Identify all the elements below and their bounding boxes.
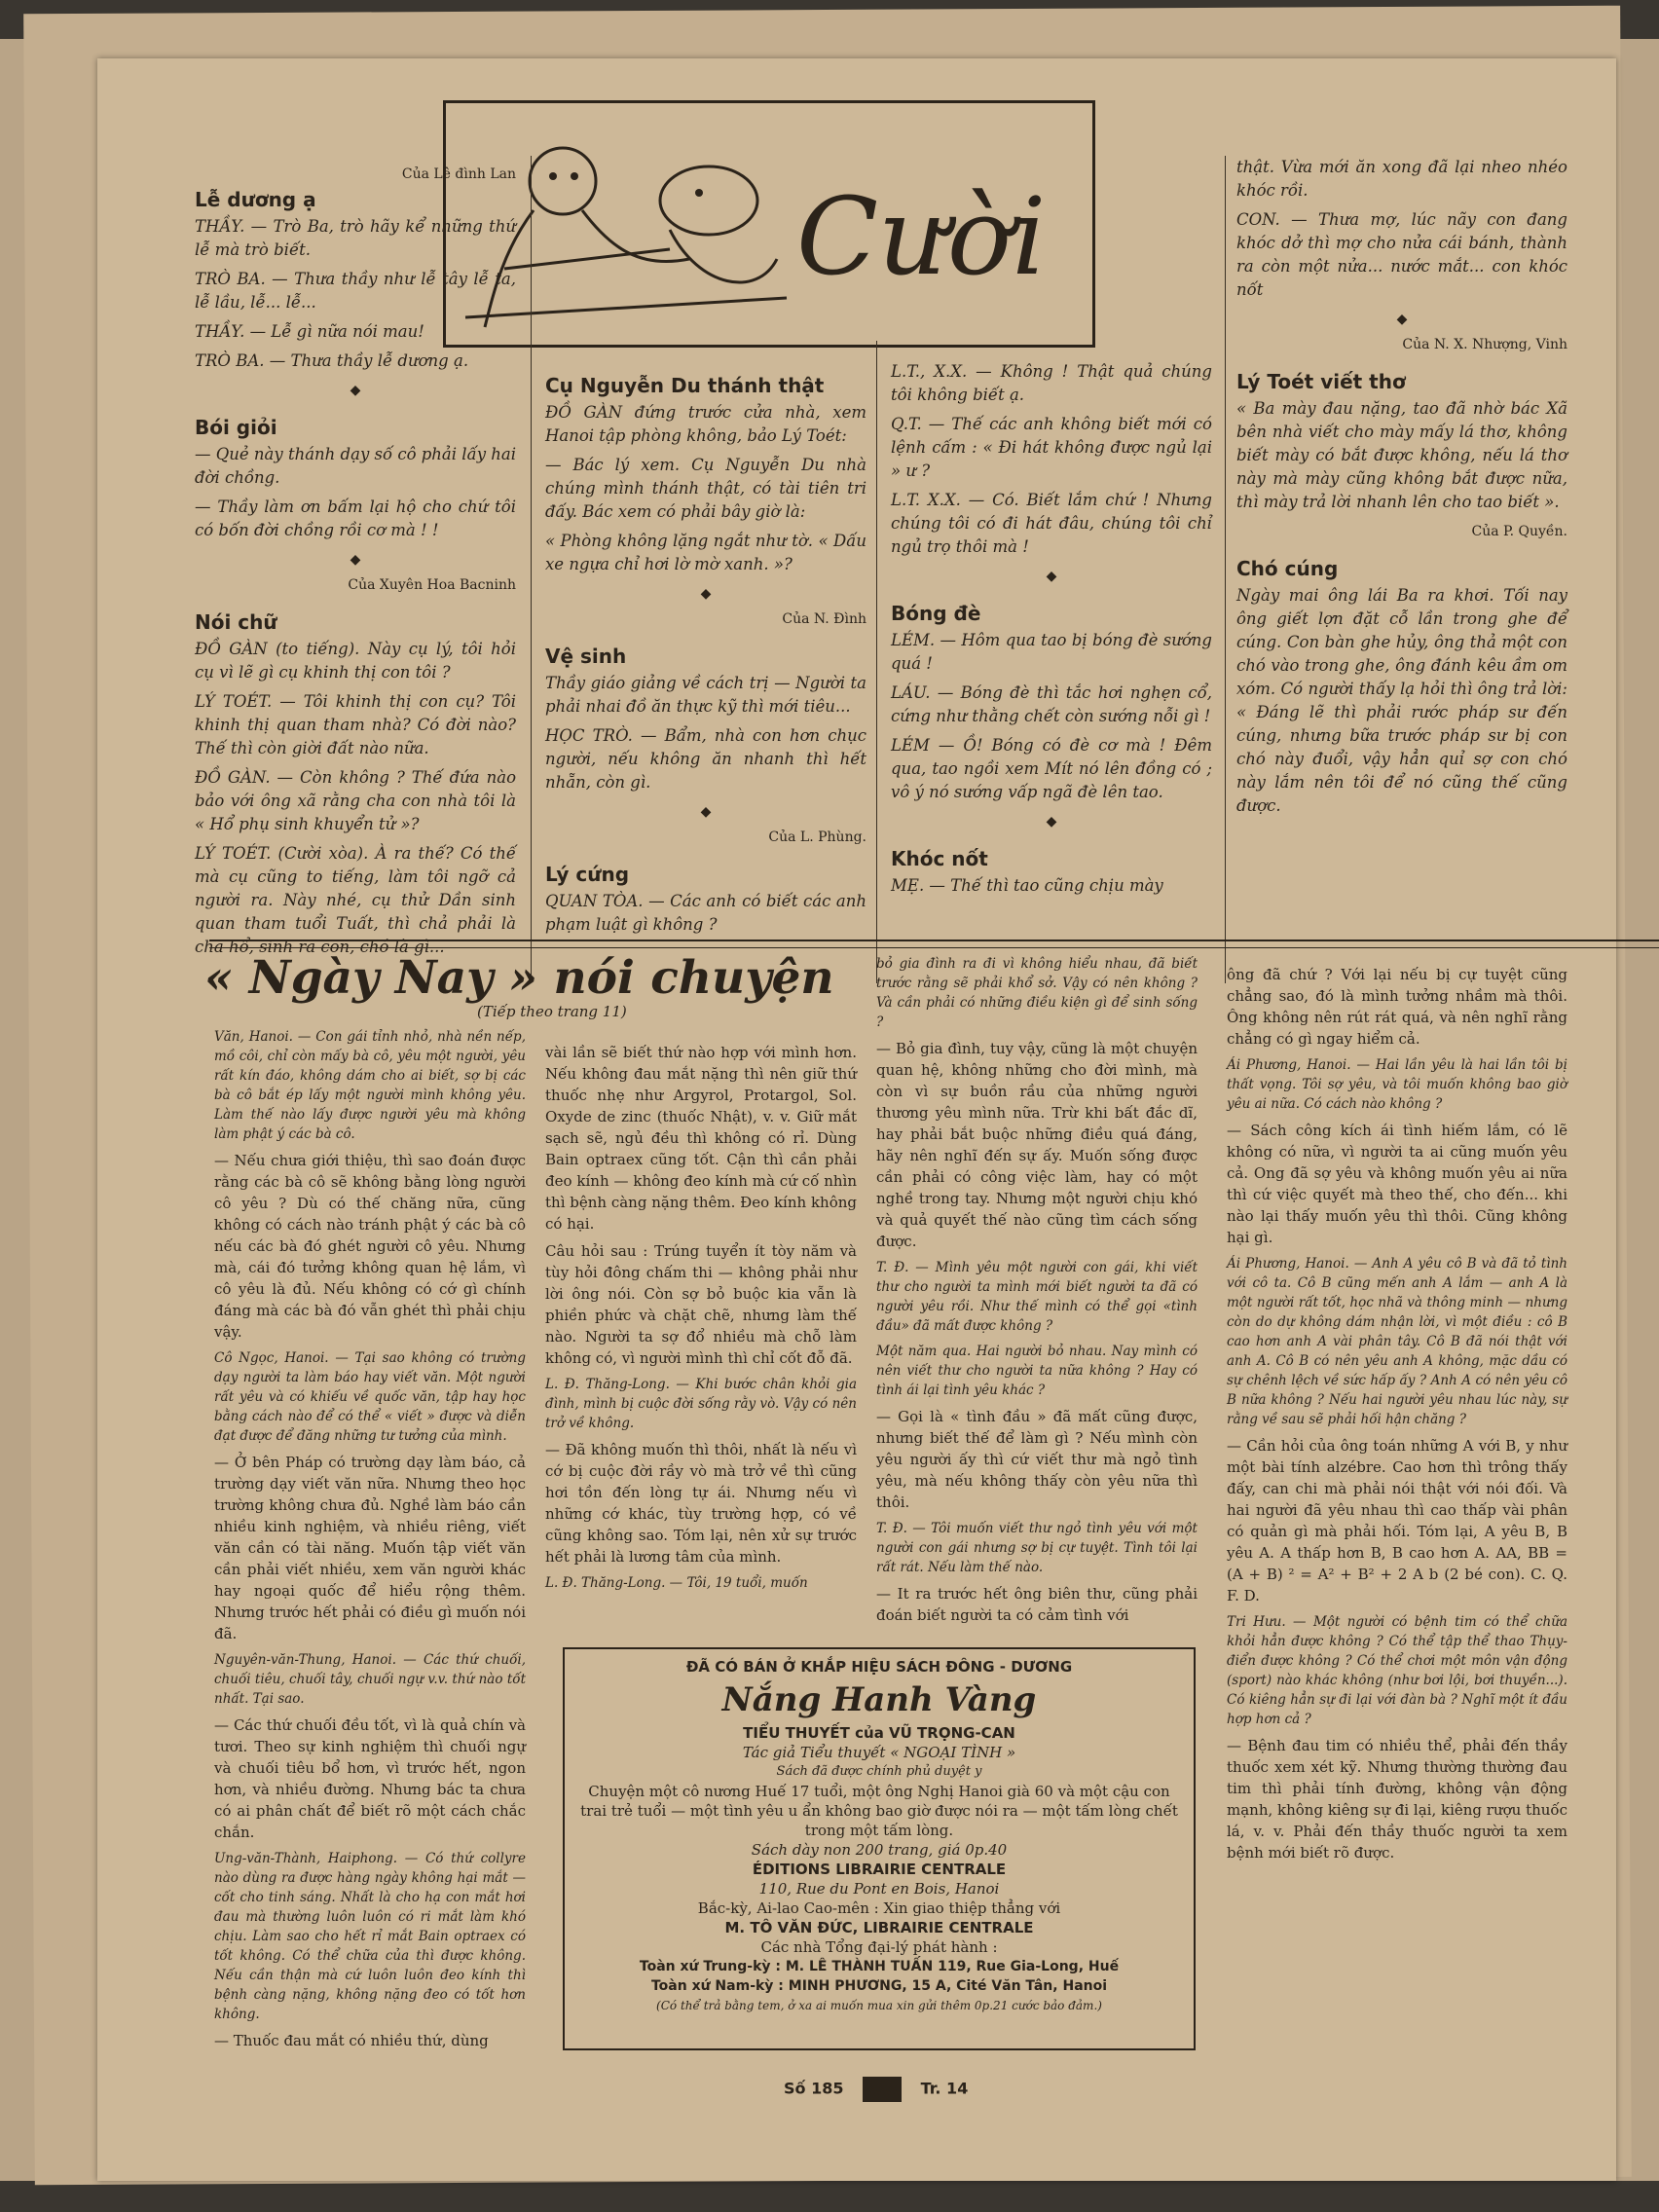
article-column-1 <box>214 1027 526 2057</box>
heading: Bóng đè <box>891 602 981 625</box>
paragraph: MẸ. — Thế thì tao cũng chịu mày <box>891 876 1163 895</box>
question: Ái Phương, Hanoi. — Anh A yêu cô B và đã tỏ tình với cô ta. Cô B cũng mến anh A lắm — anh A là một người rất tốt, học nhã và thông minh — nhưng còn do dự không dám nhận lời, vì một điều : cô B cao hơn anh A vài phân tây. Cô B đã nói thật với anh A. Cô B có nên yêu anh A không, mặc dầu có sự chênh lệch về sức hấp ấy ? Anh A có nên yêu cô B nữa không ? Nếu hai người yêu nhau lúc này, sự rằng về sau sẽ phải hối hận chăng ? <box>1227 1256 1567 1427</box>
section-rule <box>209 940 1659 948</box>
diamond-separator: ◆ <box>1046 814 1057 830</box>
byline: Của Lê đình Lan <box>401 166 516 182</box>
paragraph: LÝ TOÉT. (Cười xòa). À ra thế? Có thế mà cụ cũng to tiếng, làm tôi ngỡ cả người ra. Này nhé, cụ thử Dần sinh quan tham tuổi Tuất, thì chả phải là cha hổ, sinh ra con, chó là gì... <box>195 844 516 956</box>
paragraph: L.T., X.X. — Không ! Thật quả chúng tôi không biết ạ. <box>891 362 1212 404</box>
diamond-separator: ◆ <box>350 552 361 568</box>
paragraph: « Ba mày đau nặng, tao đã nhờ bác Xã bên nhà viết cho mày mấy lá thơ, không biết mày có bắt được không, nếu lá thơ này mà mày cũng không bắt được nữa, thì mày trả lời nhanh lên cho tao biết ». <box>1236 399 1567 511</box>
paragraph: QUAN TÒA. — Các anh có biết các anh phạm luật gì không ? <box>545 892 866 934</box>
caricature-illustration <box>446 103 1092 345</box>
diamond-separator: ◆ <box>700 804 712 820</box>
ad-line: Tác giả Tiểu thuyết « NGOẠI TÌNH » <box>742 1744 1016 1761</box>
paragraph: — Quẻ này thánh dạy số cô phải lấy hai đời chồng. <box>195 445 516 487</box>
paragraph: Ngày mai ông lái Ba ra khơi. Tối nay ông giết lợn đặt cỗ lần trong ghe để cúng. Con bàn ghe hủy, ông thả một con chó vào trong ghe, ông đánh kêu ầm om xóm. Có người thấy lạ hỏi thì ông trả lời: « Đáng lẽ thì phải rước pháp sư đến cúng, nhưng bữa trước pháp sư bị con chó này đuổi, vậy hẳn quỉ sợ con chó này lắm nên tôi để nó cũng thế cũng được. <box>1236 586 1567 815</box>
page-number: Tr. 14 <box>920 2079 969 2098</box>
paragraph: Thầy giáo giảng về cách trị — Người ta phải nhai đồ ăn thực kỹ thì mới tiêu... <box>545 674 866 716</box>
paragraph: — Bác lý xem. Cụ Nguyễn Du nhà chúng mình thánh thật, có tài tiên tri đấy. Bác xem có phải bây giờ là: <box>545 456 866 521</box>
paragraph: HỌC TRÒ. — Bẩm, nhà con hơn chục người, nếu không ăn nhanh thì hết nhẵn, còn gì. <box>545 726 866 792</box>
cuoi-banner <box>443 100 1095 348</box>
heading: Lễ dương ạ <box>195 188 316 211</box>
paragraph: LÝ TOÉT. — Tôi khinh thị con cụ? Tôi khinh thị quan tham nhà? Có đời nào? Thế thì còn giời đất nào nữa. <box>195 692 516 757</box>
paragraph: LÁU. — Bóng đè thì tắc hơi nghẹn cổ, cứng như thằng chết còn sướng nỗi gì ! <box>891 683 1212 725</box>
answer: — Gọi là « tình đầu » đã mất cũng được, nhưng biết thế để làm gì ? Nếu mình còn yêu người ấy thì cứ viết thư mà ngỏ tình yêu, mà nếu không thấy còn yêu nữa thì thôi. <box>876 1408 1198 1511</box>
byline: Của L. Phùng. <box>768 830 866 845</box>
newspaper-page <box>97 58 1616 2181</box>
answer: — Sách công kích ái tình hiếm lắm, có lẽ không có nữa, vì người ta ai cũng muốn yêu cả. Ong đã sợ yêu và không muốn yêu ai nữa thì cứ việc quyết mà theo thế, cho đến... khi nào lại thấy muốn yêu thì thôi. Cũng không hại gì. <box>1227 1122 1567 1246</box>
question: Một năm qua. Hai người bỏ nhau. Nay mình có nên viết thư cho người ta nữa không ? Hay có tình ái lại tình yêu khác ? <box>876 1344 1198 1398</box>
question: T. Đ. — Mình yêu một người con gái, khi viết thư cho người ta mình mới biết người ta đã có người yêu rồi. Như thế mình có thể gọi «tình đầu» đã mất được không ? <box>876 1260 1198 1334</box>
answer: — Nếu chưa giới thiệu, thì sao đoán được rằng các bà cô sẽ không bằng lòng người cô yêu ? Dù có thế chăng nữa, cũng không có cách nào tránh phật ý các bà cô nếu các bà đó ghét người cô yêu. Nhưng mà, cái đó tưởng không quan hệ lắm, vì cô yêu là đủ. Nếu không có cớ gì chính đáng mà các bà đó vẫn ghét thì phải chịu vậy. <box>214 1152 526 1341</box>
heading: Khóc nốt <box>891 847 988 870</box>
answer: — Các thứ chuối đều tốt, vì là quả chín và tươi. Theo sự kinh nghiệm thì chuối ngự và chuối tiêu bổ hơn, vì trước hết, ngon hơn, và nhiều đường. Nhưng bác ta chưa có ai phân chất để biết rõ một cách chắc chắn. <box>214 1716 526 1841</box>
byline: Của P. Quyền. <box>1471 524 1567 539</box>
ad-line: 110, Rue du Pont en Bois, Hanoi <box>758 1880 1000 1898</box>
diamond-separator: ◆ <box>1046 569 1057 584</box>
answer: ông đã chứ ? Với lại nếu bị cự tuyệt cũng chẳng sao, đó là mình tưởng nhầm mà thôi. Ông không nên rút rát quá, và nên nghĩ rằng chẳng có gì ngay hiểm cả. <box>1227 966 1567 1048</box>
article-column-3 <box>876 954 1198 1632</box>
answer: vài lần sẽ biết thứ nào hợp với mình hơn. Nếu không đau mắt nặng thì nên giữ thứ thuốc nhẹ như Argyrol, Protargol, Sol. Oxyde de zinc (thuốc Nhật), v. v. Giữ mắt sạch sẽ, ngủ đều thì không có rỉ. Dùng Bain optraex cũng tốt. Cận thì cần phải đeo kính — không đeo kính mà cứ cố nhìn thì bệnh càng nặng thêm. Đeo kính không có hại. <box>545 1044 857 1233</box>
question: T. Đ. — Tôi muốn viết thư ngỏ tình yêu với một người con gái nhưng sợ bị cự tuyệt. Tình tôi lại rất rát. Nếu làm thế nào. <box>876 1521 1198 1575</box>
issue-number: Số 185 <box>784 2079 844 2098</box>
diamond-separator: ◆ <box>700 586 712 602</box>
ad-line: M. TÔ VĂN ĐỨC, LIBRAIRIE CENTRALE <box>724 1919 1034 1936</box>
answer: — Đã không muốn thì thôi, nhất là nếu vì cớ bị cuộc đời rầy vò mà trở về thì cũng hơi tồn đến lòng tự ái. Nhưng nếu vì những cớ khác, tùy trường hợp, có về cũng không sao. Tóm lại, nên xử sự trước hết phải là lương tâm của mình. <box>545 1441 857 1566</box>
top-column-3 <box>891 360 1212 903</box>
byline: Của N. Đình <box>782 611 866 627</box>
ad-line: Toàn xứ Nam-kỳ : MINH PHƯƠNG, 15 A, Cité Văn Tân, Hanoi <box>650 1978 1108 1994</box>
ad-line: Các nhà Tổng đại-lý phát hành : <box>760 1938 998 1956</box>
ad-line: Toàn xứ Trung-kỳ : M. LÊ THÀNH TUẤN 119, Rue Gia-Long, Huế <box>639 1959 1120 1974</box>
top-column-4 <box>1236 156 1567 824</box>
paragraph: Q.T. — Thế các anh không biết mới có lệnh cấm : « Đi hát không được ngủ lại » ư ? <box>891 415 1212 480</box>
question: L. Đ. Thăng-Long. — Tôi, 19 tuổi, muốn <box>545 1575 808 1591</box>
answer: — Cần hỏi của ông toán những A với B, y như một bài tính alzébre. Cao hơn thì trông thấy đấy, can chi mà phải nói thật với nói đối. Và hai người đã yêu nhau thì cao thấp vài phân có quản gì mà phải hối. Tóm lại, A yêu B, B yêu A. A thấp hơn B, B cao hơn A. AA, BB = (A + B) ² = A² + B² + 2 A b (2 bé con). C. Q. F. D. <box>1227 1437 1567 1604</box>
paragraph: CON. — Thưa mợ, lúc nãy con đang khóc dở thì mợ cho nửa cái bánh, thành ra còn một nửa... nước mắt... con khóc nốt <box>1236 210 1567 299</box>
question: Văn, Hanoi. — Con gái tỉnh nhỏ, nhà nền nếp, mồ côi, chỉ còn mấy bà cô, yêu một người, yêu rất kín đáo, không dám cho ai biết, sợ bị các bà cô bắt ép lấy một người mình không yêu. Làm thế nào lấy được người yêu mà không làm phật ý các bà cô. <box>214 1029 526 1142</box>
heading: Chó cúng <box>1236 557 1339 580</box>
paragraph: ĐỒ GÀN (to tiếng). Này cụ lý, tôi hỏi cụ vì lẽ gì cụ khinh thị con tôi ? <box>195 640 516 682</box>
question: Ung-văn-Thành, Haiphong. — Có thứ collyre nào dùng ra được hàng ngày không hại mắt — cốt cho tinh sáng. Nhất là cho hạ con mắt hơi đau mà thường luôn luôn có ri mắt làm khó chịu. Làm sao cho hết rỉ mắt Bain optraex có tốt không. Có thể chữa của thì được không. Nếu cần thận mà cứ luôn luôn đeo kính thì bệnh càng nặng, không nặng đeo có tốt hơn không. <box>214 1851 526 2022</box>
question: bỏ gia đình ra đi vì không hiểu nhau, đã biết trước rằng sẽ phải khổ sở. Vậy có nên không ? Và cần phải có những điều kiện gì để sinh sống ? <box>876 956 1198 1030</box>
paragraph: thật. Vừa mới ăn xong đã lại nheo nhéo khóc rồi. <box>1236 158 1567 200</box>
article-subtitle: (Tiếp theo trang 11) <box>477 1003 627 1020</box>
heading: Vệ sinh <box>545 645 627 668</box>
heading: Lý Toét viết thơ <box>1236 370 1406 393</box>
answer: — Ở bên Pháp có trường dạy làm báo, cả trường dạy viết văn nữa. Nhưng theo học trường không chưa đủ. Nghề làm báo cần nhiều kinh nghiệm, và nhiều riêng, viết văn cần có tài năng. Muốn tập viết văn cần phải viết nhiều, xem văn người khác hay ngoại quốc để hiểu rộng thêm. Nhưng trước hết phải có điều gì muốn nói đã. <box>214 1454 526 1642</box>
ad-line: (Có thể trả bằng tem, ở xa ai muốn mua xin gửi thêm 0p.21 cước bảo đảm.) <box>656 1999 1102 2012</box>
paragraph: ĐỒ GÀN. — Còn không ? Thế đứa nào bảo với ông xã rằng cha con nhà tôi là « Hổ phụ sinh khuyển tử »? <box>195 768 516 833</box>
question: Nguyên-văn-Thung, Hanoi. — Các thứ chuối, chuối tiêu, chuối tây, chuối ngự v.v. thứ nào tốt nhất. Tại sao. <box>214 1652 526 1707</box>
column-divider <box>1225 156 1226 983</box>
question: Cô Ngọc, Hanoi. — Tại sao không có trường dạy người ta làm báo hay viết văn. Một người rất yêu và có khiếu về quốc văn, tập hay học bằng cách nào để có thể « viết » được và diễn đạt được để đăng những tư tưởng của mình. <box>214 1350 526 1444</box>
ad-line: Bắc-kỳ, Ai-lao Cao-mên : Xin giao thiệp thẳng với <box>697 1899 1061 1917</box>
ad-line: TIỂU THUYẾT của VŨ TRỌNG-CAN <box>743 1724 1015 1742</box>
paragraph: THẦY. — Trò Ba, trò hãy kể những thứ lễ mà trò biết. <box>195 217 516 259</box>
answer: Câu hỏi sau : Trúng tuyển ít tòy năm và tùy hỏi đông chấm thi — không phải như lời ông nói. Còn sợ bỏ buộc kia vẫn là phiền phức và chặt chẽ, nhưng làm thế nào. Người ta sợ đổ nhiều mà chỗ làm không có, vì người mình thì chỉ cốt đỗ đã. <box>545 1242 857 1367</box>
ad-title: Nắng Hanh Vàng <box>721 1680 1037 1719</box>
paragraph: ĐỒ GÀN đứng trước cửa nhà, xem Hanoi tập phòng không, bảo Lý Toét: <box>545 403 866 445</box>
paragraph: — Thầy làm ơn bấm lại hộ cho chứ tôi có bốn đời chồng rồi cơ mà ! ! <box>195 498 516 539</box>
question: Ái Phương, Hanoi. — Hai lần yêu là hai lần tôi bị thất vọng. Tôi sợ yêu, và tôi muốn không bao giờ yêu ai nữa. Có cách nào không ? <box>1227 1057 1567 1112</box>
paragraph: « Phòng không lặng ngắt như tờ. « Dấu xe ngựa chỉ hơi lờ mờ xanh. »? <box>545 532 866 573</box>
paragraph: THẦY. — Lễ gì nữa nói mau! <box>195 322 424 341</box>
column-divider <box>531 156 532 983</box>
ad-line: Chuyện một cô nương Huế 17 tuổi, một ông Nghị Hanoi già 60 và một cậu con trai trẻ tuổi — một tình yêu u ẩn không bao giờ được nói ra — một tấm lòng chết trong một tấm lòng. <box>580 1783 1178 1839</box>
top-column-2 <box>545 360 866 942</box>
ad-line: ÉDITIONS LIBRAIRIE CENTRALE <box>752 1861 1007 1878</box>
answer: — Bệnh đau tim có nhiều thể, phải đến thầy thuốc xem xét kỹ. Nhưng thường thường đau tim thì phải tính đường, không vận động mạnh, không kiêng sự đi lại, kiêng rượu thuốc lá, v. v. Phải đến thầy thuốc người ta xem bệnh mới biết rõ được. <box>1227 1737 1568 1862</box>
answer: — Bỏ gia đình, tuy vậy, cũng là một chuyện quan hệ, không những cho đời mình, mà còn vì sự buồn rầu của những người thương yêu mình nữa. Trừ khi bất đắc dĩ, hay phải bắt buộc những điều quá đáng, hãy nên nghĩ đến sự ấy. Muốn sống được cần phải có công việc làm, hay có một nghề trong tay. Nhưng một người chịu khó và quả quyết thế nào cũng tìm cách sống được. <box>876 1040 1198 1250</box>
diamond-separator: ◆ <box>350 383 361 398</box>
article-title: « Ngày Nay » nói chuyện <box>204 951 834 1005</box>
ngay-nay-logo <box>863 2077 902 2102</box>
heading: Nói chữ <box>195 610 277 634</box>
byline: Của Xuyên Hoa Bacninh <box>348 577 516 593</box>
paragraph: TRÒ BA. — Thưa thầy lễ dương ạ. <box>195 351 469 370</box>
ad-line: ĐÃ CÓ BÁN Ở KHẮP HIỆU SÁCH ĐÔNG - DƯƠNG <box>685 1658 1073 1676</box>
answer: — It ra trước hết ông biên thư, cũng phải đoán biết người ta có cảm tình với <box>876 1585 1198 1624</box>
article-column-4 <box>1227 964 1567 1869</box>
question: L. Đ. Thăng-Long. — Khi bước chân khỏi gia đình, mình bị cuộc đời sống rằy vò. Vậy có nên trở về không. <box>545 1377 857 1431</box>
article-column-2 <box>545 1042 857 1599</box>
paragraph: LÉM — Ồ! Bóng có đè cơ mà ! Đêm qua, tao ngồi xem Mít nó lên đồng có ; vô ý nó sướng vấp ngã đè lên tao. <box>891 736 1212 801</box>
paragraph: TRÒ BA. — Thưa thầy như lễ tây lễ ta, lễ lầu, lễ... lễ... <box>195 270 516 312</box>
banner-title: Cười <box>796 174 1047 299</box>
book-advertisement <box>563 1647 1196 2050</box>
heading: Bói giỏi <box>195 416 277 439</box>
paragraph: L.T. X.X. — Có. Biết lắm chứ ! Nhưng chúng tôi có đi hát đâu, chúng tôi chỉ ngủ trọ thôi mà ! <box>891 491 1212 556</box>
page-footer <box>784 2077 968 2102</box>
heading: Cụ Nguyễn Du thánh thật <box>545 374 825 397</box>
paragraph: LÉM. — Hôm qua tao bị bóng đè sướng quá ! <box>891 631 1212 673</box>
diamond-separator: ◆ <box>1396 312 1408 327</box>
question: Tri Hưu. — Một người có bệnh tim có thể chữa khỏi hẳn được không ? Có thể tập thể thao Thụy-điển được không ? Có thể chơi một môn vận động (sport) nào khác không (như bơi lội, bơi thuyền...). Có kiêng hẳn sự đi lại với đàn bà ? Nghĩ một ít đầu hợp hơn cả ? <box>1227 1614 1567 1727</box>
ad-line: Sách đã được chính phủ duyệt y <box>776 1764 982 1779</box>
column-divider <box>876 341 877 983</box>
answer: — Thuốc đau mắt có nhiều thứ, dùng <box>214 2032 489 2049</box>
byline: Của N. X. Nhượng, Vinh <box>1402 337 1567 352</box>
heading: Lý cứng <box>545 863 630 886</box>
ad-line: Sách dày non 200 trang, giá 0p.40 <box>751 1841 1008 1859</box>
